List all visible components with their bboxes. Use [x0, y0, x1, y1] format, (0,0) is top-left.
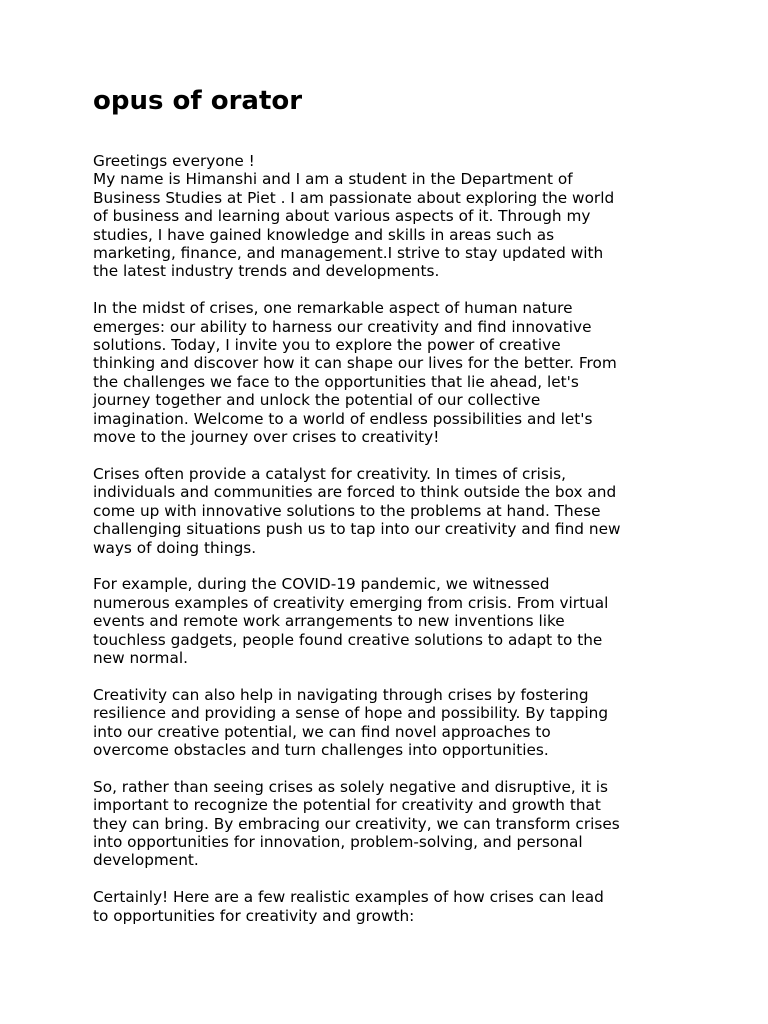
paragraph-introduction	[93, 152, 683, 281]
text-line: imagination. Welcome to a world of endless possibilities and let's	[93, 409, 593, 428]
text-line: new normal.	[93, 648, 188, 667]
paragraph-examples-lead	[93, 888, 683, 925]
text-line: marketing, finance, and management.I strive to stay updated with	[93, 244, 604, 263]
text-line: development.	[93, 851, 199, 870]
text-line: individuals and communities are forced to think outside the box and	[93, 483, 617, 502]
text-line: they can bring. By embracing our creativity, we can transform crises	[93, 814, 620, 833]
text-line: the latest industry trends and developments.	[93, 262, 440, 281]
text-line: So, rather than seeing crises as solely negative and disruptive, it is	[93, 777, 608, 796]
text-line: move to the journey over crises to creativity!	[93, 428, 440, 447]
text-line: the challenges we face to the opportunities that lie ahead, let's	[93, 372, 579, 391]
text-line: thinking and discover how it can shape our lives for the better. From	[93, 354, 617, 373]
document-body	[93, 152, 683, 943]
text-line: of business and learning about various aspects of it. Through my	[93, 207, 591, 226]
text-line: numerous examples of creativity emerging from crisis. From virtual	[93, 593, 609, 612]
text-line: My name is Himanshi and I am a student in the Department of	[93, 170, 573, 189]
text-line: overcome obstacles and turn challenges into opportunities.	[93, 740, 549, 759]
text-line: touchless gadgets, people found creative solutions to adapt to the	[93, 630, 603, 649]
text-line: For example, during the COVID-19 pandemic, we witnessed	[93, 575, 550, 594]
text-line: into opportunities for innovation, problem-solving, and personal	[93, 832, 583, 851]
text-line: In the midst of crises, one remarkable aspect of human nature	[93, 299, 573, 318]
text-line: Creativity can also help in navigating through crises by fostering	[93, 685, 589, 704]
paragraph-growth	[93, 778, 683, 870]
paragraph-covid-example	[93, 575, 683, 667]
text-line: challenging situations push us to tap into our creativity and find new	[93, 520, 621, 539]
text-line: come up with innovative solutions to the problems at hand. These	[93, 501, 601, 520]
document-title: opus of orator	[93, 86, 303, 116]
text-line: important to recognize the potential for creativity and growth that	[93, 796, 601, 815]
text-line: into our creative potential, we can find novel approaches to	[93, 722, 551, 741]
text-line: Business Studies at Piet . I am passionate about exploring the world	[93, 188, 615, 207]
paragraph-catalyst	[93, 465, 683, 557]
paragraph-resilience	[93, 686, 683, 760]
text-line: ways of doing things.	[93, 538, 257, 557]
text-line: solutions. Today, I invite you to explore the power of creative	[93, 336, 561, 355]
text-line: to opportunities for creativity and growth:	[93, 906, 415, 925]
text-line: Crises often provide a catalyst for creativity. In times of crisis,	[93, 464, 566, 483]
text-line: resilience and providing a sense of hope and possibility. By tapping	[93, 704, 609, 723]
text-line: events and remote work arrangements to new inventions like	[93, 612, 565, 631]
text-line: Certainly! Here are a few realistic examples of how crises can lead	[93, 888, 604, 907]
paragraph-crises-intro	[93, 299, 683, 446]
text-line: emerges: our ability to harness our creativity and find innovative	[93, 317, 592, 336]
text-line: journey together and unlock the potential of our collective	[93, 391, 541, 410]
text-line: Greetings everyone !	[93, 152, 255, 170]
text-line: studies, I have gained knowledge and skills in areas such as	[93, 225, 555, 244]
